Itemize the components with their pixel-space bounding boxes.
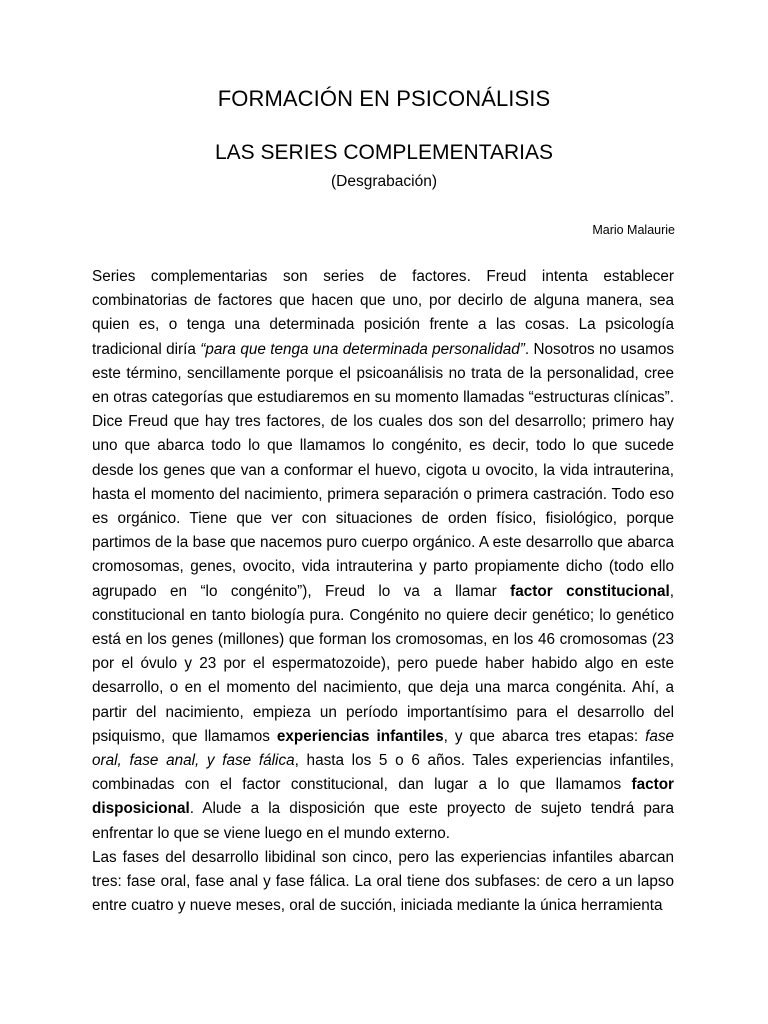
paragraph-1-text-5: , hasta los 5 o 6 años. Tales experiencias infantiles, combinadas con el factor constitucional, dan lugar a lo que llamamos <box>92 752 674 794</box>
document-body <box>92 265 674 918</box>
paragraph-1-text-1: Series complementarias son series de factores. Freud intenta establecer combinatorias de factores que hacen que uno, por decirlo de alguna manera, sea quien es, o tenga una determinada posición frente a las cosas. La psicología tradicional diría <box>92 268 674 358</box>
document-author: Mario Malaurie <box>592 223 675 237</box>
term-factor-constitucional: factor constitucional <box>510 582 670 600</box>
paragraph-1 <box>92 265 674 846</box>
paragraph-1-text-4: , y que abarca tres etapas: <box>443 727 646 745</box>
document-note: (Desgrabación) <box>331 173 437 190</box>
paragraph-1-text-2: . Nosotros no usamos este término, sencillamente porque el psicoanálisis no trata de la personalidad, cree en otras categorías que estudiaremos en su momento llamadas “estructuras clínicas”. Dice Freud que hay tres factores, de los cuales dos son del desarrollo; primero hay uno que abarca todo lo que llamamos lo congénito, es decir, todo lo que sucede desde los genes que van a conformar el huevo, cigota u ovocito, la vida intrauterina, hasta el momento del nacimiento, primera separación o primera castración. Todo eso es orgánico. Tiene que ver con situaciones de orden físico, fisiológico, porque partimos de la base que nacemos puro cuerpo orgánico. A este desarrollo que abarca cromosomas, genes, ovocito, vida intrauterina y parto propiamente dicho (todo ello agrupado en “lo congénito”), Freud lo va a llamar <box>92 340 675 600</box>
paragraph-1-text-6: . Alude a la disposición que este proyecto de sujeto tendrá para enfrentar lo que se viene luego en el mundo externo. <box>92 800 674 842</box>
document-subtitle: LAS SERIES COMPLEMENTARIAS <box>214 141 554 164</box>
term-experiencias-infantiles: experiencias infantiles <box>276 727 444 745</box>
paragraph-1-text-3: , constitucional en tanto biología pura. Congénito no quiere decir genético; lo genético está en los genes (millones) que forman los cromosomas, en los 46 cromosomas (23 por el óvulo y 23 por el espermatozoide), pero puede haber habido algo en este desarrollo, o en el momento del nacimiento, que deja una marca congénita. Ahí, a partir del nacimiento, empieza un período importantísimo para el desarrollo del psiquismo, que llamamos <box>92 582 675 745</box>
term-factor-disposicional: factor disposicional <box>92 776 674 818</box>
paragraph-1-italic-phases: fase oral, fase anal, y fase fálica <box>92 727 675 770</box>
paragraph-1-italic-quote: “para que tenga una determinada personalidad” <box>200 340 525 358</box>
paragraph-2: Las fases del desarrollo libidinal son cinco, pero las experiencias infantiles abarcan tres: fase oral, fase anal y fase fálica. La oral tiene dos subfases: de cero a un lapso entre cuatro y nueve meses, oral de succión, iniciada mediante la única herramienta <box>92 848 674 915</box>
document-title: FORMACIÓN EN PSICONÁLISIS <box>217 86 551 111</box>
